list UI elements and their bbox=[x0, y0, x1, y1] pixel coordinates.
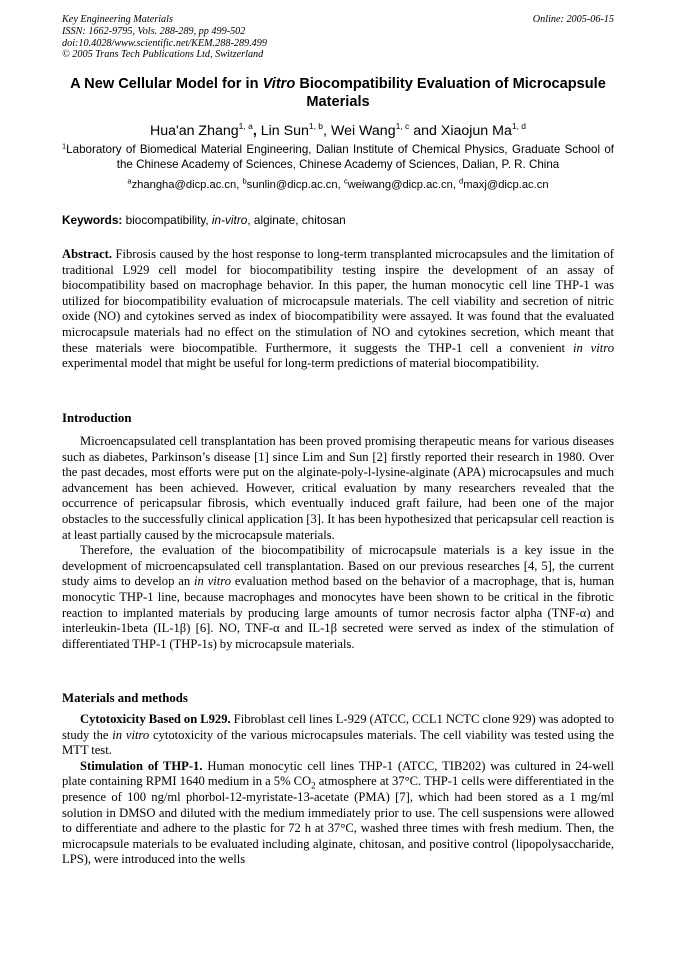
author: Lin Sun$^{1, b}$, bbox=[260, 120, 331, 139]
abstract: Abstract. Fibrosis caused by the host response to long-term transplanted microcapsules and the limitation of traditional L929 cell model for biocompatibility testing inspire the development of an assay of biocompatibility based on macrophage behavior. In this paper, the human monocytic cell line THP-1 was utilized for biocompatibility evaluation of microcapsule materials. The cell viability and secretion of nitric oxide (NO) and cytokines served as index of biocompatibility were assayed. It was found that the evaluated microcapsule materials had no effect on the stimulation of NO and cytokines secretion, which meant that these materials were biocompatible. Furthermore, it suggests the THP-1 cell a convenient in vitro experimental model that might be useful for long-term predictions of material biocompatibility. bbox=[62, 247, 614, 371]
online-date: Online: 2005-06-15 bbox=[532, 14, 614, 25]
title-italic: Vitro bbox=[262, 76, 296, 92]
email-list bbox=[62, 178, 614, 193]
methods-heading: Materials and methods bbox=[62, 691, 188, 705]
author-list bbox=[62, 122, 614, 140]
doi-line: doi:10.4028/www.scientific.net/KEM.288-289.499 bbox=[62, 37, 267, 49]
title-text-1: A New Cellular Model for in bbox=[70, 76, 263, 92]
introduction-heading: Introduction bbox=[62, 411, 132, 425]
abstract-label: Abstract. bbox=[62, 247, 113, 261]
journal-name: Key Engineering Materials bbox=[62, 14, 173, 25]
author: Hua'an Zhang$^{1, a}$, bbox=[149, 120, 261, 139]
email: $^c$weiwang@dicp.ac.cn, bbox=[343, 176, 460, 191]
affiliation: $^1$Laboratory of Biomedical Material Engineering, Dalian Institute of Chemical Physics, Graduate School of the Chinese Academy of Sciences, Chinese Academy of Sciences, Dalian, P. R. China bbox=[62, 141, 614, 172]
intro-paragraph-2: Therefore, the evaluation of the biocompatibility of microcapsule materials is a key issue in the development of microencapsulated cell transplantation. Based on our previous researches [4, 5], the current study aims to develop an in vitro evaluation method based on the behavior of a macrophage, that is, human monocytic THP-1 line, because macrophages and monocytes have been shown to be critical in the fibrotic reaction to implanted materials by producing large amounts of tumor necrosis factor alpha (TNF-α) and interleukin-1beta (IL-1β) [6]. NO, TNF-α and IL-1β secreted were served as index of the stimulation of differentiated THP-1 (THP-1s) by microcapsule materials. bbox=[62, 543, 614, 651]
author: Wei Wang$^{1, c}$ and bbox=[330, 120, 441, 139]
issn-line: ISSN: 1662-9795, Vols. 288-289, pp 499-502 bbox=[62, 25, 246, 37]
email: $^d$maxj@dicp.ac.cn bbox=[459, 176, 549, 191]
email: $^a$zhangha@dicp.ac.cn, bbox=[127, 176, 243, 191]
author: Xiaojun Ma$^{1, d}$ bbox=[440, 120, 527, 139]
cytotoxicity-paragraph: Cytotoxicity Based on L929. Fibroblast cell lines L-929 (ATCC, CCL1 NCTC clone 929) was adopted to study the in vitro cytotoxicity of the various microcapsules materials. The cell viability was tested using the MTT test. bbox=[62, 712, 615, 758]
intro-paragraph-1: Microencapsulated cell transplantation has been proved promising therapeutic means for various diseases such as diabetes, Parkinson’s disease [1] since Lim and Sun [2] firstly reported their research in 1980. Over the past decades, most efforts were put on the alginate-poly-l-lysine-alginate (APA) microcapsules and much advancement has been achieved. However, critical evaluation by many researchers revealed that the occurrence of pericapsular fibrosis, which eventually induced graft failure, had been one of the major obstacles to the successfully clinical application [3]. It has been hypothesized that pericapsular cell reaction is at least partially caused by the microcapsule materials. bbox=[62, 434, 614, 542]
introduction-body bbox=[62, 434, 614, 652]
journal-header bbox=[62, 14, 614, 61]
title-text-2: Biocompatibility Evaluation of Microcapsule Materials bbox=[295, 76, 606, 110]
email: $^b$sunlin@dicp.ac.cn, bbox=[242, 176, 344, 191]
methods-body bbox=[62, 712, 614, 868]
stimulation-paragraph: Stimulation of THP-1. Human monocytic cell lines THP-1 (ATCC, TIB202) was cultured in 24-well plate containing RPMI 1640 medium in a 5% $CO_2$ atmosphere at 37°C. THP-1 cells were differentiated in the presence of 100 ng/ml phorbol-12-myristate-13-acetate (PMA) [7], which had been stored as a 1 mg/ml solution in DMSO and diluted with the medium immediately prior to use. The cell suspensions were allowed to differentiate and adhere to the plastic for 72 h at 37°C, washed three times with fresh medium. Then, the microcapsule materials to be evaluated including alginate, chitosan, and positive control (lipopolysaccharide, LPS), were introduced into the wells bbox=[62, 758, 615, 867]
keywords: Keywords: biocompatibility, in-vitro, alginate, chitosan bbox=[62, 213, 346, 227]
copyright-line: © 2005 Trans Tech Publications Ltd, Switzerland bbox=[62, 49, 264, 61]
paper-title bbox=[62, 75, 614, 111]
